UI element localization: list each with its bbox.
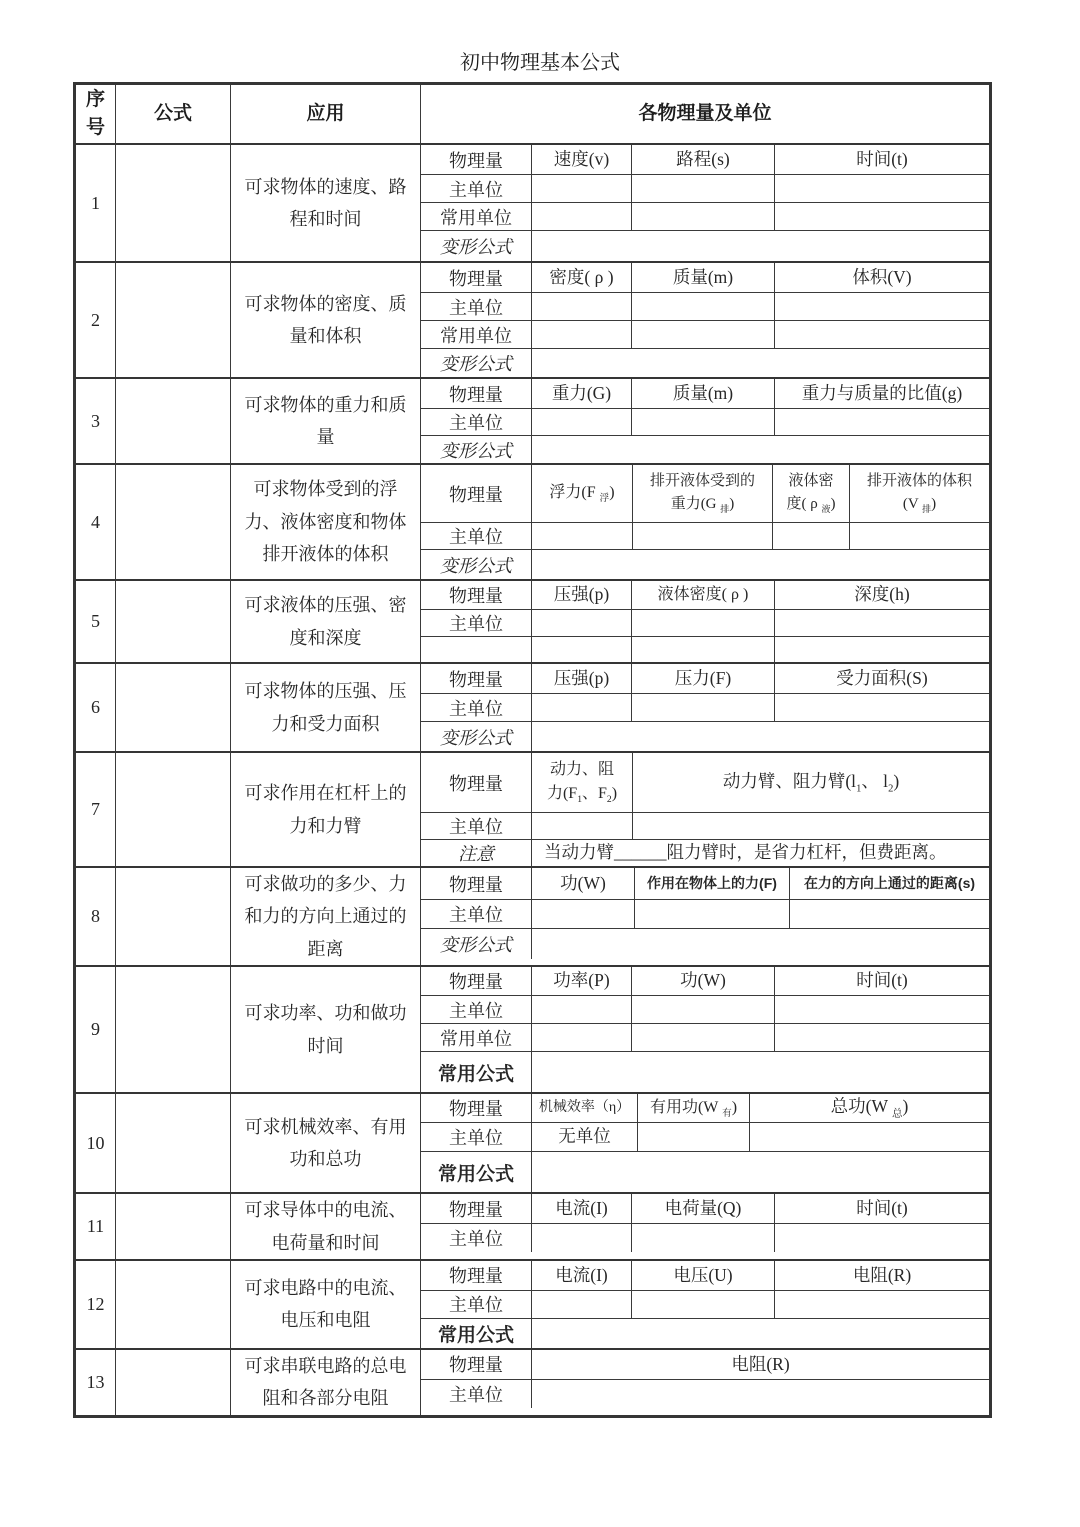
quantities-area [421,967,989,1092]
subrow-label: 物理量 [421,1350,532,1379]
application-cell: 可求物体的重力和质量 [231,379,421,463]
table-section [76,261,989,377]
quantities-area [421,379,989,463]
data-cell [631,1291,774,1318]
data-cell [774,321,989,348]
row-number: 13 [76,1350,116,1415]
quantity-subrow [421,292,989,320]
quantities-area [421,581,989,662]
data-cell [532,1291,631,1318]
formula-cell [116,379,231,463]
formula-cell [116,465,231,579]
data-cell [532,321,631,348]
row-number: 7 [76,753,116,866]
table-section [76,579,989,662]
data-cell [774,1024,989,1051]
data-cell [774,203,989,230]
formula-cell [116,1261,231,1348]
data-cell: 排开液体受到的 重力(G $_排$) [632,465,772,522]
data-cell: 体积(V) [774,263,989,292]
data-cell [772,523,849,549]
subrow-label: 物理量 [421,753,532,812]
data-cell: 受力面积(S) [774,664,989,693]
data-cell [532,996,631,1023]
subrow-label: 主单位 [421,409,532,435]
subrow-label: 物理量 [421,1194,532,1223]
subrow-label: 主单位 [421,1224,532,1252]
subrow-label: 物理量 [421,868,532,899]
row-number: 2 [76,263,116,377]
quantity-subrow [421,1094,989,1122]
data-cell: 总功(W $_总$) [749,1094,989,1122]
formula-cell [116,753,231,866]
subrow-label: 主单位 [421,1123,532,1151]
data-cell: 有用功(W $_有$) [637,1094,749,1122]
subrow-label: 物理量 [421,967,532,995]
subrow-label [421,637,532,662]
subrow-label: 主单位 [421,900,532,928]
table-header [76,85,989,145]
data-cell [774,1291,989,1318]
row-number: 11 [76,1194,116,1259]
formula-cell [116,1350,231,1415]
quantity-subrow [421,1318,989,1348]
quantity-subrow [421,753,989,812]
data-cell [774,637,989,662]
data-cell [631,1224,774,1252]
subrow-label: 常用公式 [421,1152,532,1192]
quantities-area [421,1350,989,1415]
data-cell [532,293,631,320]
subrow-label: 主单位 [421,293,532,320]
data-cell: 电阻(R) [774,1261,989,1290]
data-cell [774,610,989,636]
data-cell [532,813,632,839]
quantities-area [421,753,989,866]
data-cell [532,409,631,435]
quantity-subrow [421,581,989,609]
data-cell: 电压(U) [631,1261,774,1290]
formula-cell [116,1194,231,1259]
quantity-subrow [421,812,989,839]
subrow-label: 物理量 [421,1261,532,1290]
data-cell [774,409,989,435]
data-cell [631,1024,774,1051]
data-cell [631,293,774,320]
subrow-label: 主单位 [421,694,532,721]
application-cell: 可求物体受到的浮力、液体密度和物体排开液体的体积 [231,465,421,579]
data-cell: 功(W) [560,872,606,893]
quantity-subrow [421,1379,989,1408]
application-cell: 可求物体的速度、路程和时间 [231,145,421,261]
data-cell: 时间(t) [774,967,989,995]
quantity-subrow [421,839,989,866]
quantity-subrow [421,230,989,261]
data-cell [634,900,789,928]
data-cell: 压强(p) [553,584,610,605]
quantities-area [421,1261,989,1348]
data-cell [631,203,774,230]
data-cell [532,610,631,636]
row-number: 4 [76,465,116,579]
table-section [76,1259,989,1348]
data-cell [532,1224,631,1252]
subrow-label: 物理量 [421,664,532,693]
subrow-label: 常用单位 [421,321,532,348]
subrow-label: 变形公式 [421,231,532,261]
data-cell [631,321,774,348]
quantity-subrow [421,1051,989,1092]
header-col-formula: 公式 [116,85,231,143]
application-cell: 可求液体的压强、密度和深度 [231,581,421,662]
data-cell [632,813,989,839]
data-cell [532,203,631,230]
row-number: 8 [76,868,116,965]
subrow-label: 变形公式 [421,929,532,959]
quantity-subrow [421,1261,989,1290]
data-cell [532,523,632,549]
data-cell: 在力的方向上通过的距离(s) [789,868,989,899]
application-cell: 可求物体的压强、压力和受力面积 [231,664,421,751]
quantity-subrow [421,379,989,408]
subrow-label: 注意 [421,840,532,866]
data-cell: 时间(t) [774,145,989,174]
row-number: 1 [76,145,116,261]
subrow-label: 物理量 [421,581,532,609]
table-body [76,145,989,1415]
quantity-subrow [421,967,989,995]
data-cell [849,523,989,549]
data-cell: 压强(p) [553,667,610,688]
quantity-subrow [421,664,989,693]
subrow-label: 物理量 [421,145,532,174]
table-section [76,145,989,261]
data-cell: 质量(m) [631,263,774,292]
subrow-label: 主单位 [421,1291,532,1318]
data-cell [532,436,989,463]
subrow-label: 主单位 [421,523,532,549]
subrow-label: 主单位 [421,813,532,839]
subrow-label: 主单位 [421,1380,532,1408]
data-cell [532,1380,989,1408]
subrow-label: 主单位 [421,175,532,202]
data-cell [532,900,634,928]
quantities-area [421,664,989,751]
data-cell: 无单位 [558,1126,611,1147]
data-cell: 浮力(F $_浮$) [549,483,615,505]
quantity-subrow [421,522,989,549]
data-cell: 电阻(R) [731,1353,790,1374]
data-cell: 作用在物体上的力(F) [634,868,789,899]
application-cell: 可求机械效率、有用功和总功 [231,1094,421,1192]
quantity-subrow [421,721,989,751]
data-cell [532,1024,631,1051]
data-cell: 功率(P) [553,970,610,991]
subrow-label: 常用公式 [421,1052,532,1092]
application-cell: 可求做功的多少、力和力的方向上通过的距离 [231,868,421,965]
quantity-subrow [421,465,989,522]
table-section [76,377,989,463]
quantities-area [421,465,989,579]
data-cell [631,175,774,202]
subrow-label: 变形公式 [421,349,532,377]
quantity-subrow [421,1151,989,1192]
data-cell [789,900,989,928]
quantity-subrow [421,636,989,662]
subrow-label: 物理量 [421,263,532,292]
data-cell: 动力臂、阻力臂($l_1$、 $l_2$) [632,753,989,812]
formula-cell [116,145,231,261]
data-cell [532,550,989,579]
data-cell: 机械效率（η） [538,1100,631,1116]
data-cell [532,231,989,261]
subrow-label: 常用单位 [421,203,532,230]
subrow-label: 常用公式 [421,1319,532,1348]
formula-cell [116,664,231,751]
data-cell [631,409,774,435]
data-cell: 深度(h) [774,581,989,609]
table-section [76,1348,989,1415]
quantity-subrow [421,928,989,959]
row-number: 12 [76,1261,116,1348]
application-cell: 可求串联电路的总电阻和各部分电阻 [231,1350,421,1415]
data-cell: 时间(t) [774,1194,989,1223]
header-col-application: 应用 [231,85,421,143]
table-section [76,662,989,751]
quantity-subrow [421,549,989,579]
data-cell [749,1123,989,1151]
data-cell [631,637,774,662]
quantity-subrow [421,202,989,230]
data-cell [532,694,631,721]
quantities-area [421,145,989,261]
quantity-subrow [421,1122,989,1151]
data-cell [532,929,989,959]
data-cell: 压力(F) [631,664,774,693]
quantity-subrow [421,899,989,928]
table-section [76,463,989,579]
quantity-subrow [421,263,989,292]
quantity-subrow [421,348,989,377]
quantities-area [421,868,989,965]
quantity-subrow [421,1223,989,1252]
subrow-label: 常用单位 [421,1024,532,1051]
quantity-subrow [421,320,989,348]
quantity-subrow [421,435,989,463]
data-cell [532,349,989,377]
data-cell: 质量(m) [631,379,774,408]
subrow-label: 主单位 [421,996,532,1023]
quantity-subrow [421,609,989,636]
formula-cell [116,868,231,965]
formula-cell [116,581,231,662]
data-cell [774,694,989,721]
data-cell [774,996,989,1023]
table-section [76,1192,989,1259]
table-section [76,965,989,1092]
quantity-subrow [421,1194,989,1223]
row-number: 5 [76,581,116,662]
data-cell: 液体密度( ρ ) [631,581,774,609]
formula-cell [116,967,231,1092]
application-cell: 可求导体中的电流、电荷量和时间 [231,1194,421,1259]
quantity-subrow [421,1290,989,1318]
header-col-quantities: 各物理量及单位 [638,103,772,125]
data-cell: 电流(I) [555,1264,608,1285]
row-number: 6 [76,664,116,751]
quantity-subrow [421,1350,989,1379]
table-section [76,1092,989,1192]
application-cell: 可求功率、功和做功时间 [231,967,421,1092]
row-number: 9 [76,967,116,1092]
application-cell: 可求电路中的电流、电压和电阻 [231,1261,421,1348]
table-section [76,751,989,866]
quantities-area [421,1094,989,1192]
data-cell [631,610,774,636]
subrow-label: 物理量 [421,465,532,522]
data-cell: 重力与质量的比值(g) [774,379,989,408]
table-section [76,866,989,965]
data-cell: 电流(I) [555,1197,608,1218]
quantity-subrow [421,145,989,174]
data-cell: 密度( ρ ) [549,266,614,287]
data-cell [631,996,774,1023]
subrow-label: 主单位 [421,610,532,636]
quantity-subrow [421,995,989,1023]
data-cell [532,637,631,662]
data-cell [774,1224,989,1252]
row-number: 3 [76,379,116,463]
quantity-subrow [421,1023,989,1051]
quantities-area [421,263,989,377]
data-cell: 液体密 度( ρ $_液$) [772,465,849,522]
data-cell [637,1123,749,1151]
quantities-area [421,1194,989,1259]
quantity-subrow [421,693,989,721]
data-cell: 动力、阻 力($F_1$、$F_2$) [546,761,618,805]
quantity-subrow [421,174,989,202]
data-cell [532,1319,989,1348]
application-cell: 可求作用在杠杆上的力和力臂 [231,753,421,866]
data-cell: 重力(G) [551,382,612,403]
data-cell [774,293,989,320]
formula-cell [116,1094,231,1192]
subrow-label: 物理量 [421,379,532,408]
data-cell [532,1052,989,1092]
data-cell [532,1152,989,1192]
header-col-no: 序号 [76,85,116,143]
data-cell [532,722,989,751]
data-cell: 功(W) [631,967,774,995]
data-cell: 电荷量(Q) [631,1194,774,1223]
formula-cell [116,263,231,377]
physics-formula-table [73,82,992,1418]
data-cell: 路程(s) [631,145,774,174]
data-cell: 排开液体的体积 (V $_排$) [849,465,989,522]
data-cell [631,694,774,721]
data-cell [632,523,772,549]
data-cell [774,175,989,202]
data-cell [532,175,631,202]
subrow-label: 变形公式 [421,436,532,463]
data-cell: 速度(v) [553,148,610,169]
subrow-label: 变形公式 [421,722,532,751]
quantity-subrow [421,408,989,435]
subrow-label: 变形公式 [421,550,532,579]
data-cell: 当动力臂______阻力臂时，是省力杠杆，但费距离。 [544,842,947,863]
page-title: 初中物理基本公式 [460,52,620,74]
subrow-label: 物理量 [421,1094,532,1122]
quantity-subrow [421,868,989,899]
row-number: 10 [76,1094,116,1192]
application-cell: 可求物体的密度、质量和体积 [231,263,421,377]
